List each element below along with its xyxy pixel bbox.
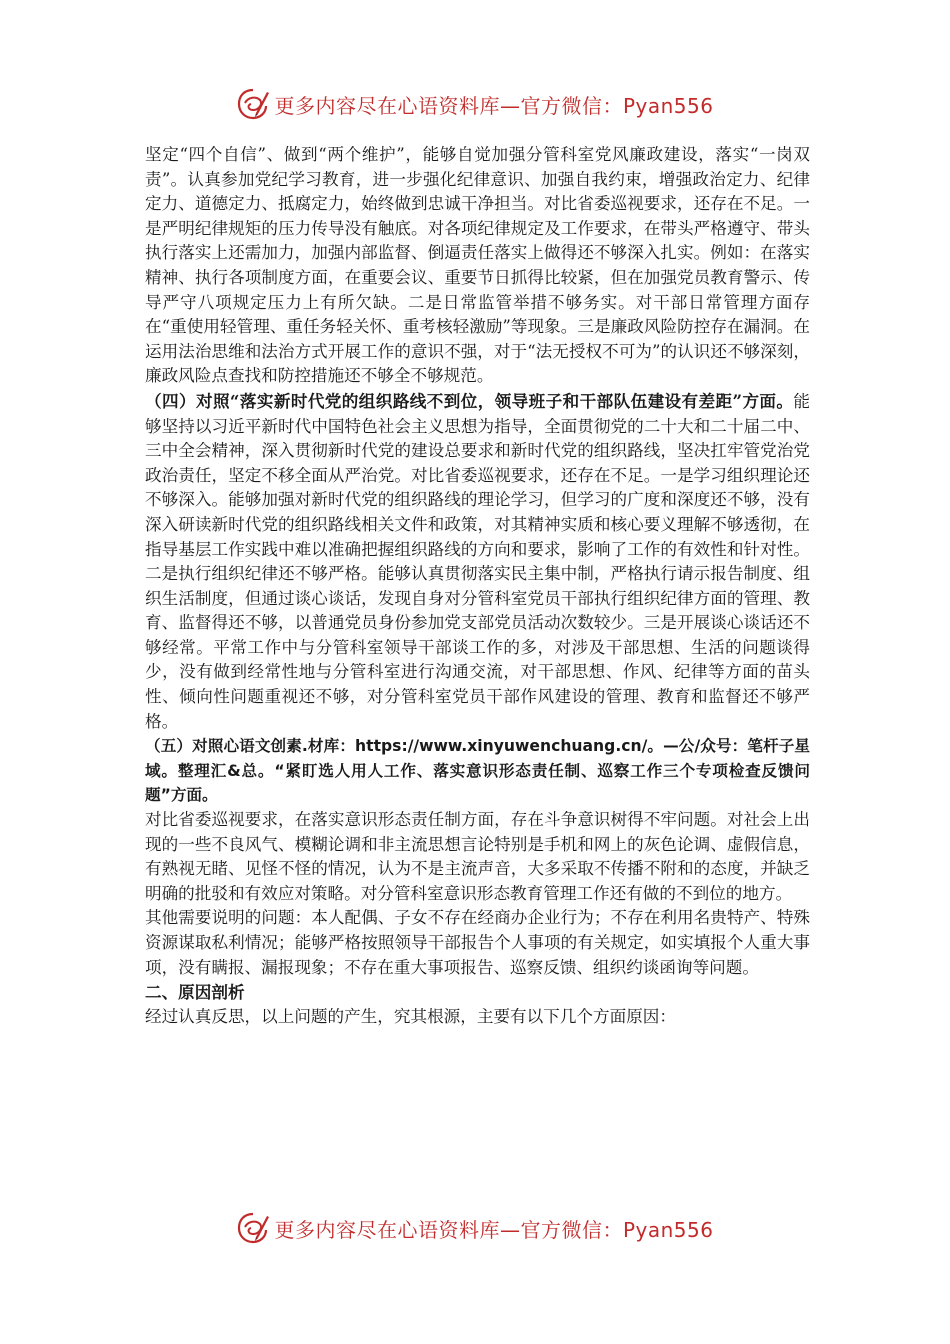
header-watermark-banner: [0, 84, 950, 124]
paragraph-cause-intro: 经过认真反思，以上问题的产生，究其根源，主要有以下几个方面原因：: [145, 1006, 676, 1026]
paragraph-ideology: 对比省委巡视要求，在落实意识形态责任制方面，存在斗争意识树得不牢问题。对社会上出现的一些不良风气、模糊论调和非主流思想言论特别是手机和网上的灰色论调、虚假信息，有熟视无睹、见怪不怪的情况，认为不是主流声音，大多采取不传播不附和的态度，并缺乏明确的批驳和有效应对策略。对分管科室意识形态教育管理工作还有做的不到位的地方。: [145, 810, 810, 903]
paragraph-other-issues: 其他需要说明的问题：本人配偶、子女不存在经商办企业行为；不存在利用名贵特产、特殊资源谋取私利情况；能够严格按照领导干部报告个人事项的有关规定，如实填报个人重大事项，没有瞒报、漏报现象；不存在重大事项报告、巡察反馈、组织约谈函询等问题。: [145, 908, 810, 977]
pen-swirl-logo-icon: [236, 1211, 270, 1245]
section-heading-cause-analysis: 二、原因剖析: [145, 982, 245, 1003]
document-body: [145, 143, 810, 1029]
section-5-heading: （五）对照心语文创素.材库：https://www.xinyuwenchuang.cn/。—公/众号：笔杆子星域。整理汇&总。“紧盯选人用人工作、落实意识形态责任制、巡察工作三个专项检查反馈问题”方面。: [145, 737, 810, 805]
section-4-body: 能够坚持以习近平新时代中国特色社会主义思想为指导，全面贯彻党的二十大和二十届二中、三中全会精神，深入贯彻新时代党的建设总要求和新时代党的组织路线，坚决扛牢管党治党政治责任，坚定不移全面从严治党。对比省委巡视要求，还存在不足。一是学习组织理论还不够深入。能够加强对新时代党的组织路线的理论学习，但学习的广度和深度还不够，没有深入研读新时代党的组织路线相关文件和政策，对其精神实质和核心要义理解不够透彻，在指导基层工作实践中难以准确把握组织路线的方向和要求，影响了工作的有效性和针对性。二是执行组织纪律还不够严格。能够认真贯彻落实民主集中制，严格执行请示报告制度、组织生活制度，但通过谈心谈话，发现自身对分管科室党员干部执行组织纪律方面的管理、教育、监督得还不够，以普通党员身份参加党支部党员活动次数较少。三是开展谈心谈话还不够经常。平常工作中与分管科室领导干部谈工作的多，对涉及干部思想、生活的问题谈得少，没有做到经常性地与分管科室进行沟通交流，对干部思想、作风、纪律等方面的苗头性、倾向性问题重视还不够，对分管科室党员干部作风建设的管理、教育和监督还不够严格。: [145, 391, 810, 731]
pen-swirl-logo-icon: [236, 87, 270, 121]
section-4-heading: （四）对照“落实新时代党的组织路线不到位，领导班子和干部队伍建设有差距”方面。: [145, 390, 794, 411]
watermark-text: 更多内容尽在心语资料库—官方微信：Pyan556: [274, 1217, 714, 1242]
paragraph-discipline: 坚定“四个自信”、做到“两个维护”，能够自觉加强分管科室党风廉政建设，落实“一岗双责”。认真参加党纪学习教育，进一步强化纪律意识、加强自我约束，增强政治定力、纪律定力、道德定力、抵腐定力，始终做到忠诚干净担当。对比省委巡视要求，还存在不足。一是严明纪律规矩的压力传导没有触底。对各项纪律规定及工作要求，在带头严格遵守、带头执行落实上还需加力，加强内部监督、倒逼责任落实上做得还不够深入扎实。例如：在落实精神、执行各项制度方面，在重要会议、重要节日抓得比较紧，但在加强党员教育警示、传导严守八项规定压力上有所欠缺。二是日常监管举措不够务实。对干部日常管理方面存在“重使用轻管理、重任务轻关怀、重考核轻激励”等现象。三是廉政风险防控存在漏洞。在运用法治思维和法治方式开展工作的意识不强，对于“法无授权不可为”的认识还不够深刻，廉政风险点查找和防控措施还不够全不够规范。: [145, 145, 810, 386]
paragraph-section-4: [145, 389, 810, 734]
footer-watermark-banner: [0, 1208, 950, 1248]
watermark-text: 更多内容尽在心语资料库—官方微信：Pyan556: [274, 93, 714, 118]
